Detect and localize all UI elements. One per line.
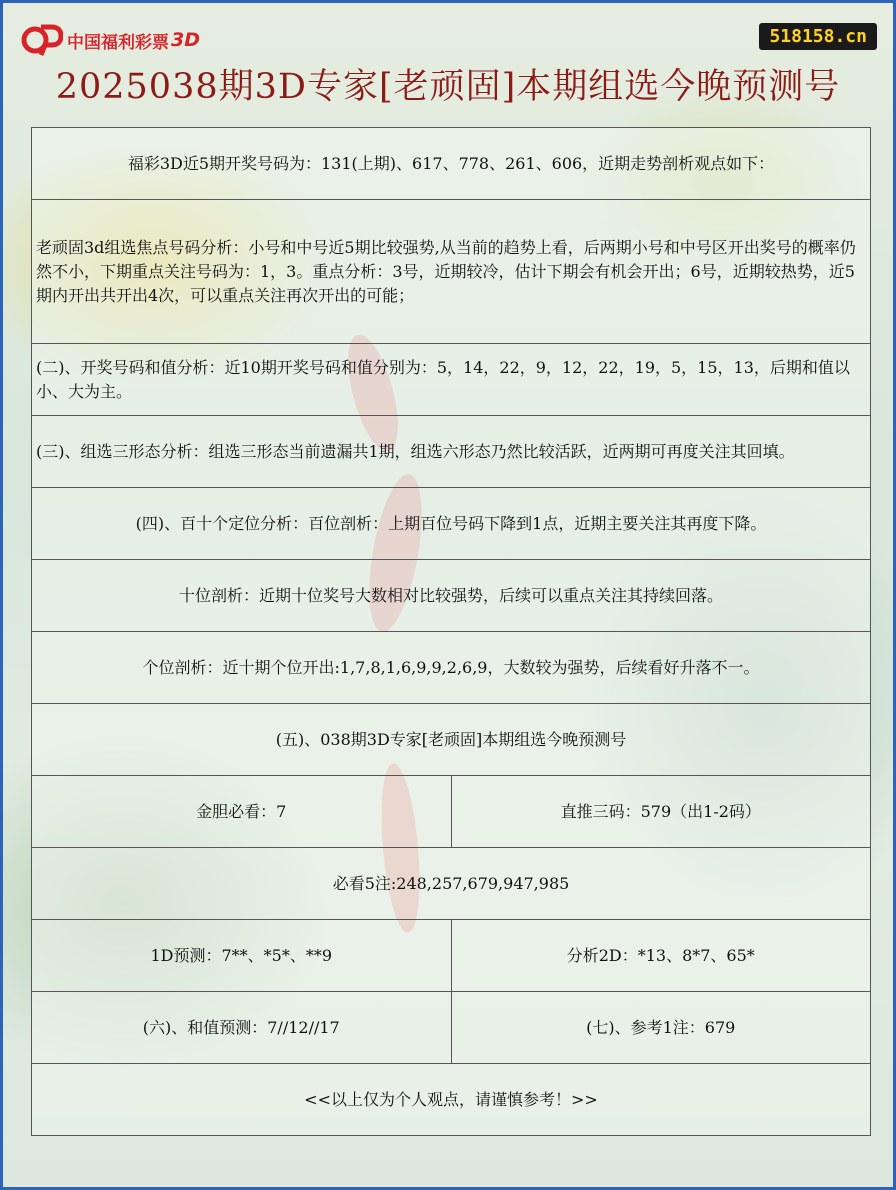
table-row	[32, 920, 871, 992]
site-badge: 518158.cn	[759, 23, 877, 50]
table-row	[32, 776, 871, 848]
table-row	[32, 416, 871, 488]
direct-cell: 直推三码：579（出1-2码）	[451, 776, 871, 848]
intro-cell: 福彩3D近5期开奖号码为：131(上期)、617、778、261、606，近期走势剖析观点如下：	[32, 128, 871, 200]
page-title: 2025038期3D专家[老顽固]本期组选今晚预测号	[55, 67, 841, 107]
logo-text: 中国福利彩票	[67, 32, 169, 53]
table-row	[32, 488, 871, 560]
disclaimer-cell: <<以上仅为个人观点，请谨慎参考！>>	[32, 1064, 871, 1136]
table-row	[32, 704, 871, 776]
table-row	[32, 560, 871, 632]
table-row	[32, 632, 871, 704]
prediction-title-cell: (五)、038期3D专家[老顽固]本期组选今晚预测号	[32, 704, 871, 776]
prediction-table	[31, 127, 871, 1136]
table-row	[32, 128, 871, 200]
lottery-logo-icon	[21, 23, 63, 57]
position-analysis-cell: (四)、百十个定位分析：百位剖析：上期百位号码下降到1点，近期主要关注其再度下降。	[32, 488, 871, 560]
group3-analysis-cell: (三)、组选三形态分析：组选三形态当前遗漏共1期，组选六形态乃然比较活跃，近两期可再度关注其回填。	[32, 416, 871, 488]
focus-analysis-cell: 老顽固3d组选焦点号码分析：小号和中号近5期比较强势,从当前的趋势上看，后两期小号和中号区开出奖号的概率仍然不小，下期重点关注号码为：1，3。重点分析：3号，近期较冷，估计下期会有机会开出；6号，近期较热势，近5期内开出共开出4次，可以重点关注再次开出的可能；	[32, 200, 871, 344]
table-row	[32, 1064, 871, 1136]
pred-1d-cell: 1D预测：7**、*5*、**9	[32, 920, 452, 992]
table-row	[32, 200, 871, 344]
sum-prediction-cell: (六)、和值预测：7//12//17	[32, 992, 452, 1064]
units-analysis-cell: 个位剖析：近十期个位开出:1,7,8,1,6,9,9,2,6,9，大数较为强势，后续看好升落不一。	[32, 632, 871, 704]
golden-cell: 金胆必看：7	[32, 776, 452, 848]
logo-3d: 3D	[171, 29, 200, 51]
lottery-logo	[21, 21, 200, 59]
table-row	[32, 992, 871, 1064]
tens-analysis-cell: 十位剖析：近期十位奖号大数相对比较强势，后续可以重点关注其持续回落。	[32, 560, 871, 632]
pred-2d-cell: 分析2D：*13、8*7、65*	[451, 920, 871, 992]
sum-analysis-cell: (二)、开奖号码和值分析：近10期开奖号码和值分别为：5，14，22，9，12，22，19，5，15，13，后期和值以小、大为主。	[32, 344, 871, 416]
table-row	[32, 344, 871, 416]
table-row	[32, 848, 871, 920]
reference-cell: (七)、参考1注：679	[451, 992, 871, 1064]
must5-cell: 必看5注:248,257,679,947,985	[32, 848, 871, 920]
